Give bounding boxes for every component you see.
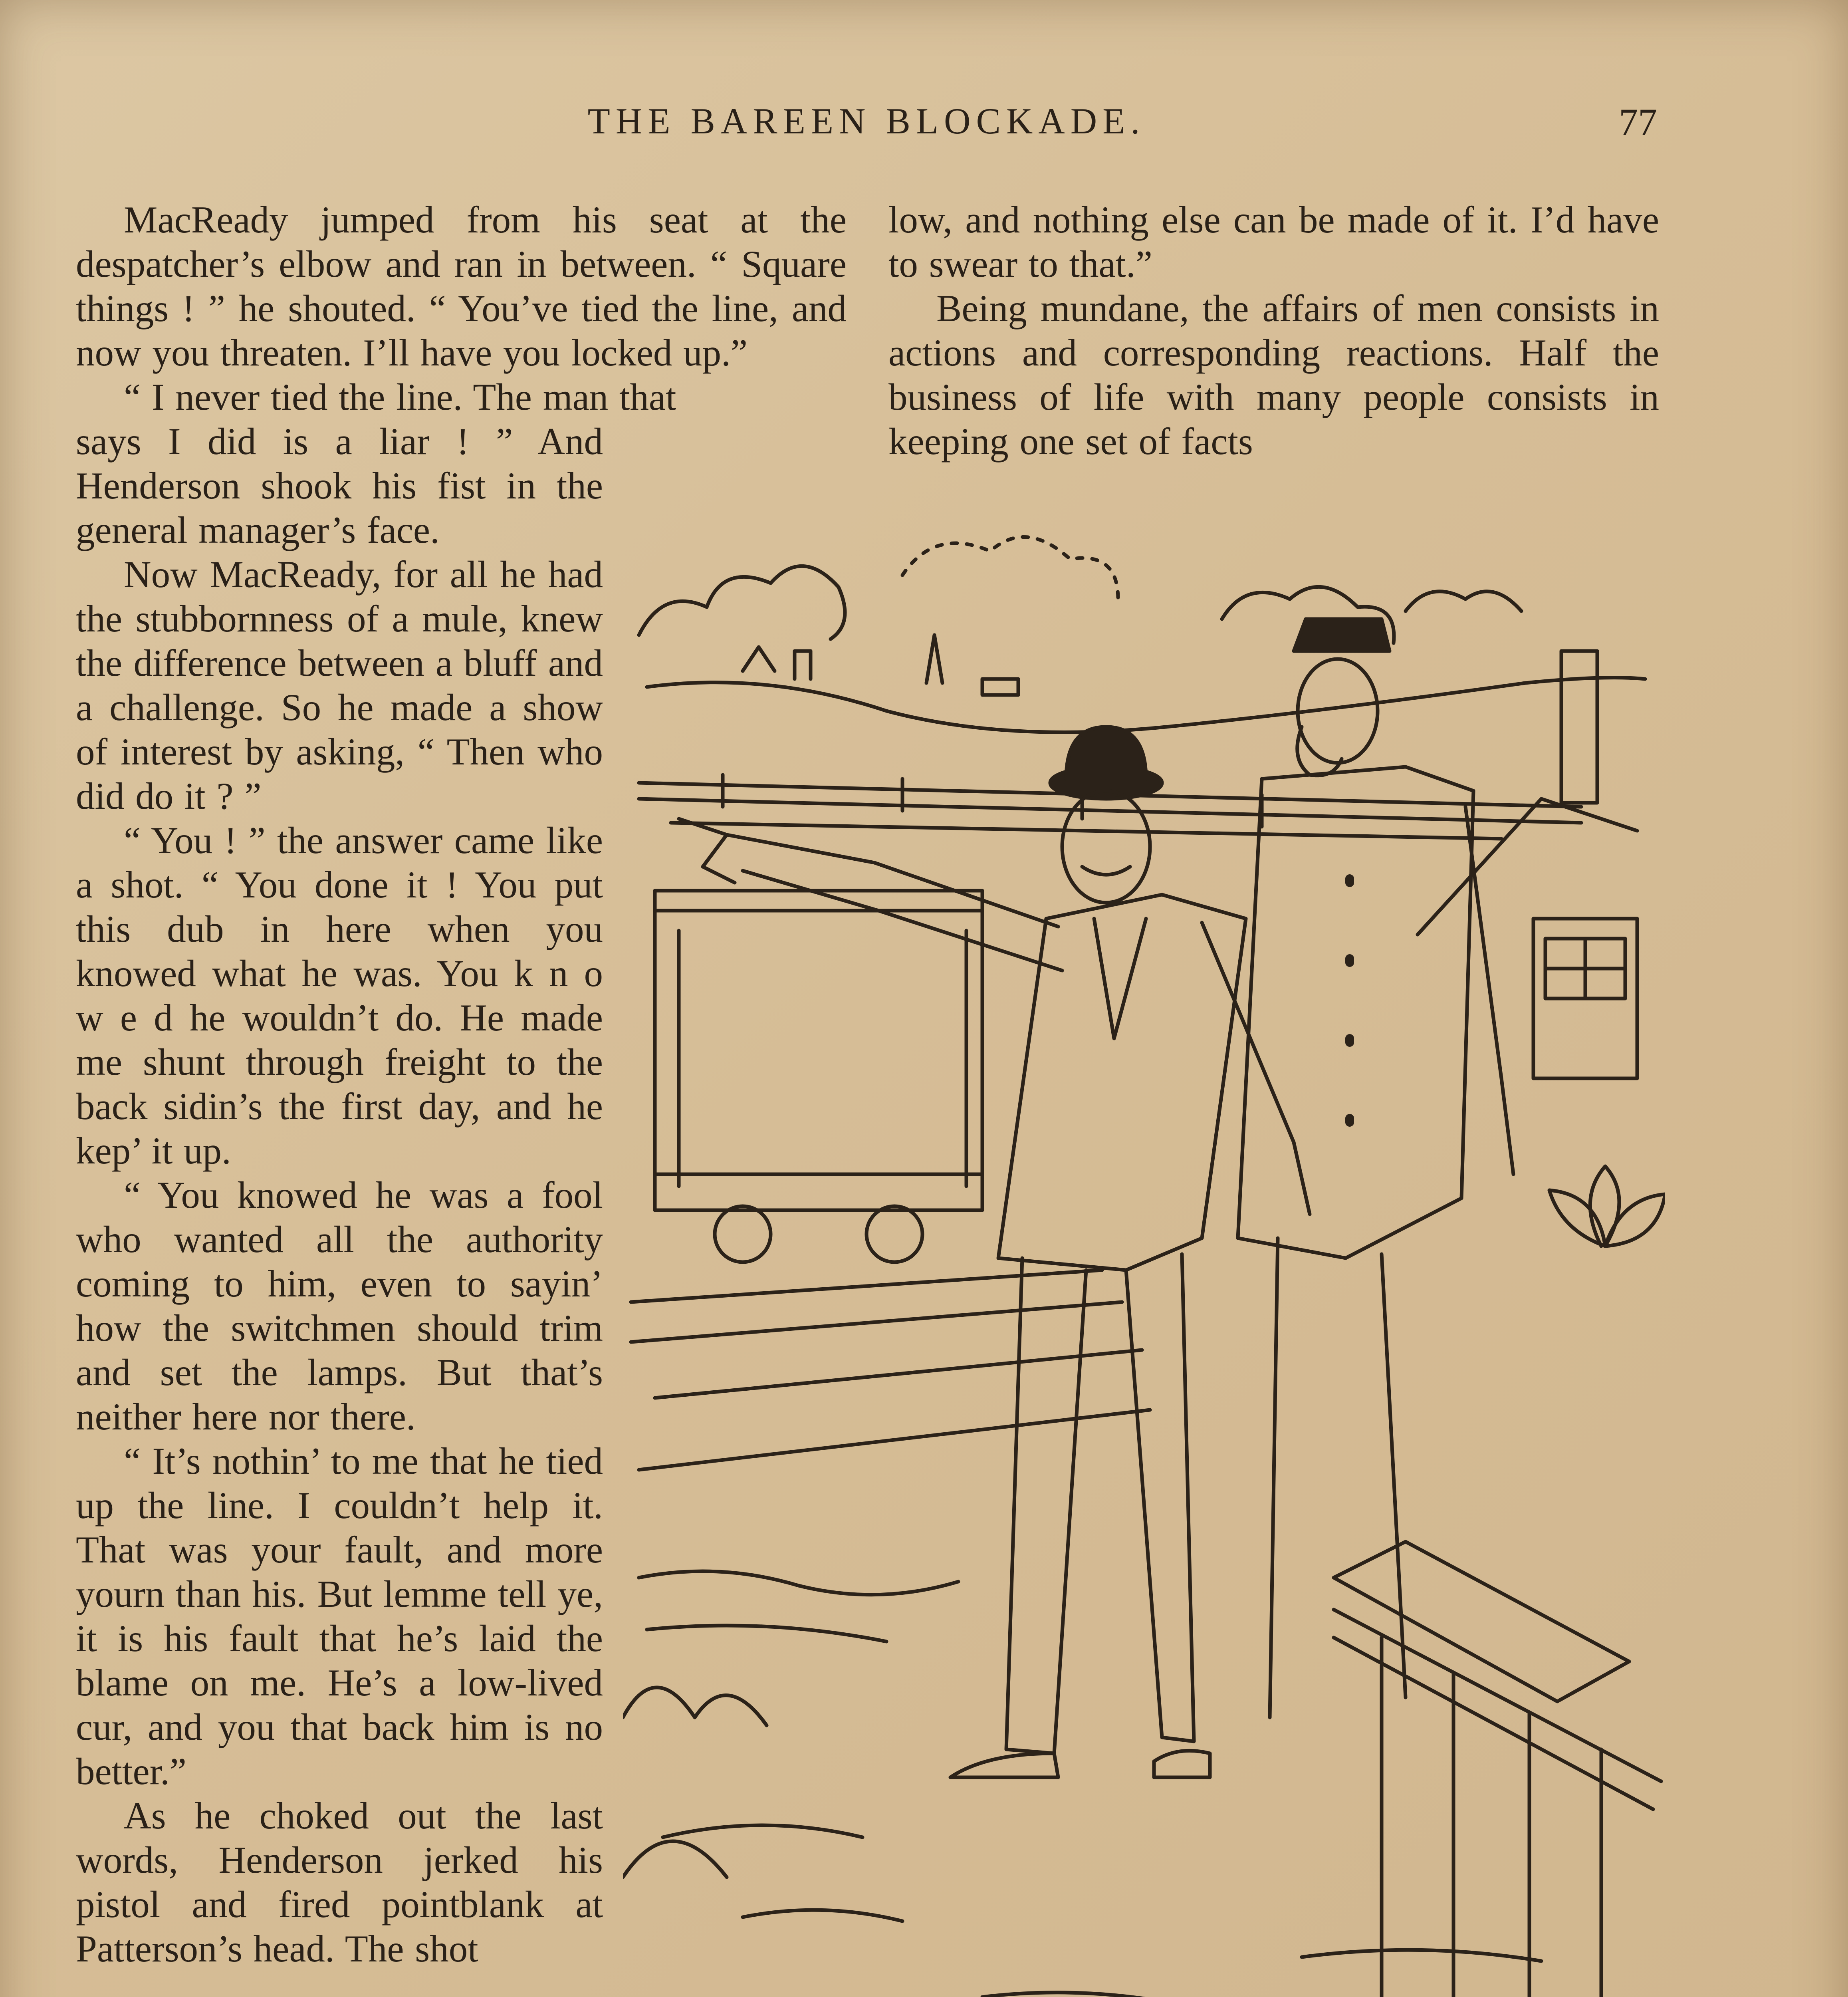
ground-grass: [639, 1571, 1541, 1997]
car-wheel: [866, 1206, 922, 1262]
station-building: [1533, 919, 1637, 1078]
left-column-beside-illustration: [76, 419, 603, 1971]
shed-beams: [723, 775, 1262, 827]
railway-tracks: [631, 1270, 1150, 1470]
paragraph: says I did is a liar ! ” And Henderson shook his fist in the general manager’s face.: [76, 420, 603, 551]
paragraph: “ You ! ” the answer came like a shot. “ You done it ! You put this dub in here when you knowed what he was. You k n o w e d he wouldn’t do. He made me shunt through freight to the back sidin’s the first day, and he kep’ it up.: [76, 819, 603, 1172]
man-shoes: [950, 1751, 1210, 1777]
cloud-outline: [1406, 592, 1521, 611]
running-head-title: THE BAREEN BLOCKADE.: [587, 101, 1146, 141]
car-wheel: [715, 1206, 771, 1262]
railing-post: [1334, 1542, 1629, 1701]
man-moustache: [1082, 867, 1130, 875]
pointing-hand: [679, 819, 735, 883]
railway-car: [655, 891, 982, 1210]
paragraph: “ You knowed he was a fool who wanted all the authority coming to him, even to sayin’ how the switchmen should trim and set the lamps. But that’s neither here nor there.: [76, 1174, 603, 1438]
two-men-on-railway-platform-illustration: [623, 519, 1665, 1997]
left-column-top: [76, 198, 847, 419]
chimney: [1561, 651, 1597, 803]
foreground-shrub: [623, 1687, 767, 1877]
conductor-hand-to-chin: [1297, 727, 1342, 776]
railway-car-details: [655, 911, 982, 1186]
pointing-arm: [727, 835, 1062, 971]
right-column-top: [888, 198, 1659, 464]
flowering-plant: [1549, 1166, 1665, 1246]
paragraph: low, and nothing else can be made of it. I’d have to swear to that.”: [888, 199, 1659, 285]
cloud-outline: [639, 566, 845, 639]
bowler-hat-crown: [1066, 727, 1146, 779]
page-number: 77: [1619, 101, 1657, 143]
man-right-arm: [1202, 923, 1310, 1214]
paragraph: As he choked out the last words, Henderson jerked his pistol and fired pointblank at Patterson’s head. The shot: [76, 1795, 603, 1970]
paragraph: “ It’s nothin’ to me that he tied up the line. I couldn’t help it. That was your fault, and more yourn than his. But lemme tell ye, it is his fault that he’s laid the blame on me. He’s a low-lived cur, and you that back him is no better.”: [76, 1440, 603, 1793]
paragraph: “ I never tied the line. The man that: [124, 376, 676, 418]
man-legs: [1006, 1254, 1194, 1753]
conductor-legs: [1270, 1238, 1406, 1717]
paragraph: Being mundane, the affairs of men consists in actions and corresponding reactions. Half the business of life with many people consists in keeping one set of facts: [888, 287, 1659, 463]
man-face: [1062, 791, 1150, 903]
man-coat-lapel: [1094, 919, 1146, 1038]
distant-town: [647, 678, 1645, 732]
man-coat: [998, 895, 1246, 1270]
conductor-arm: [1465, 807, 1513, 1174]
conductor-cap: [1294, 619, 1390, 651]
conductor-coat: [1238, 767, 1473, 1258]
paragraph: MacReady jumped from his seat at the despatcher’s elbow and ran in between. “ Square things ! ” he shouted. “ You’ve tied the line, and now you threaten. I’ll have you locked up.”: [76, 199, 847, 374]
paragraph: Now MacReady, for all he had the stubbornness of a mule, knew the difference between a bluff and a challenge. So he made a show of interest by asking, “ Then who did do it ? ”: [76, 553, 603, 817]
cloud-outline: [902, 537, 1118, 599]
